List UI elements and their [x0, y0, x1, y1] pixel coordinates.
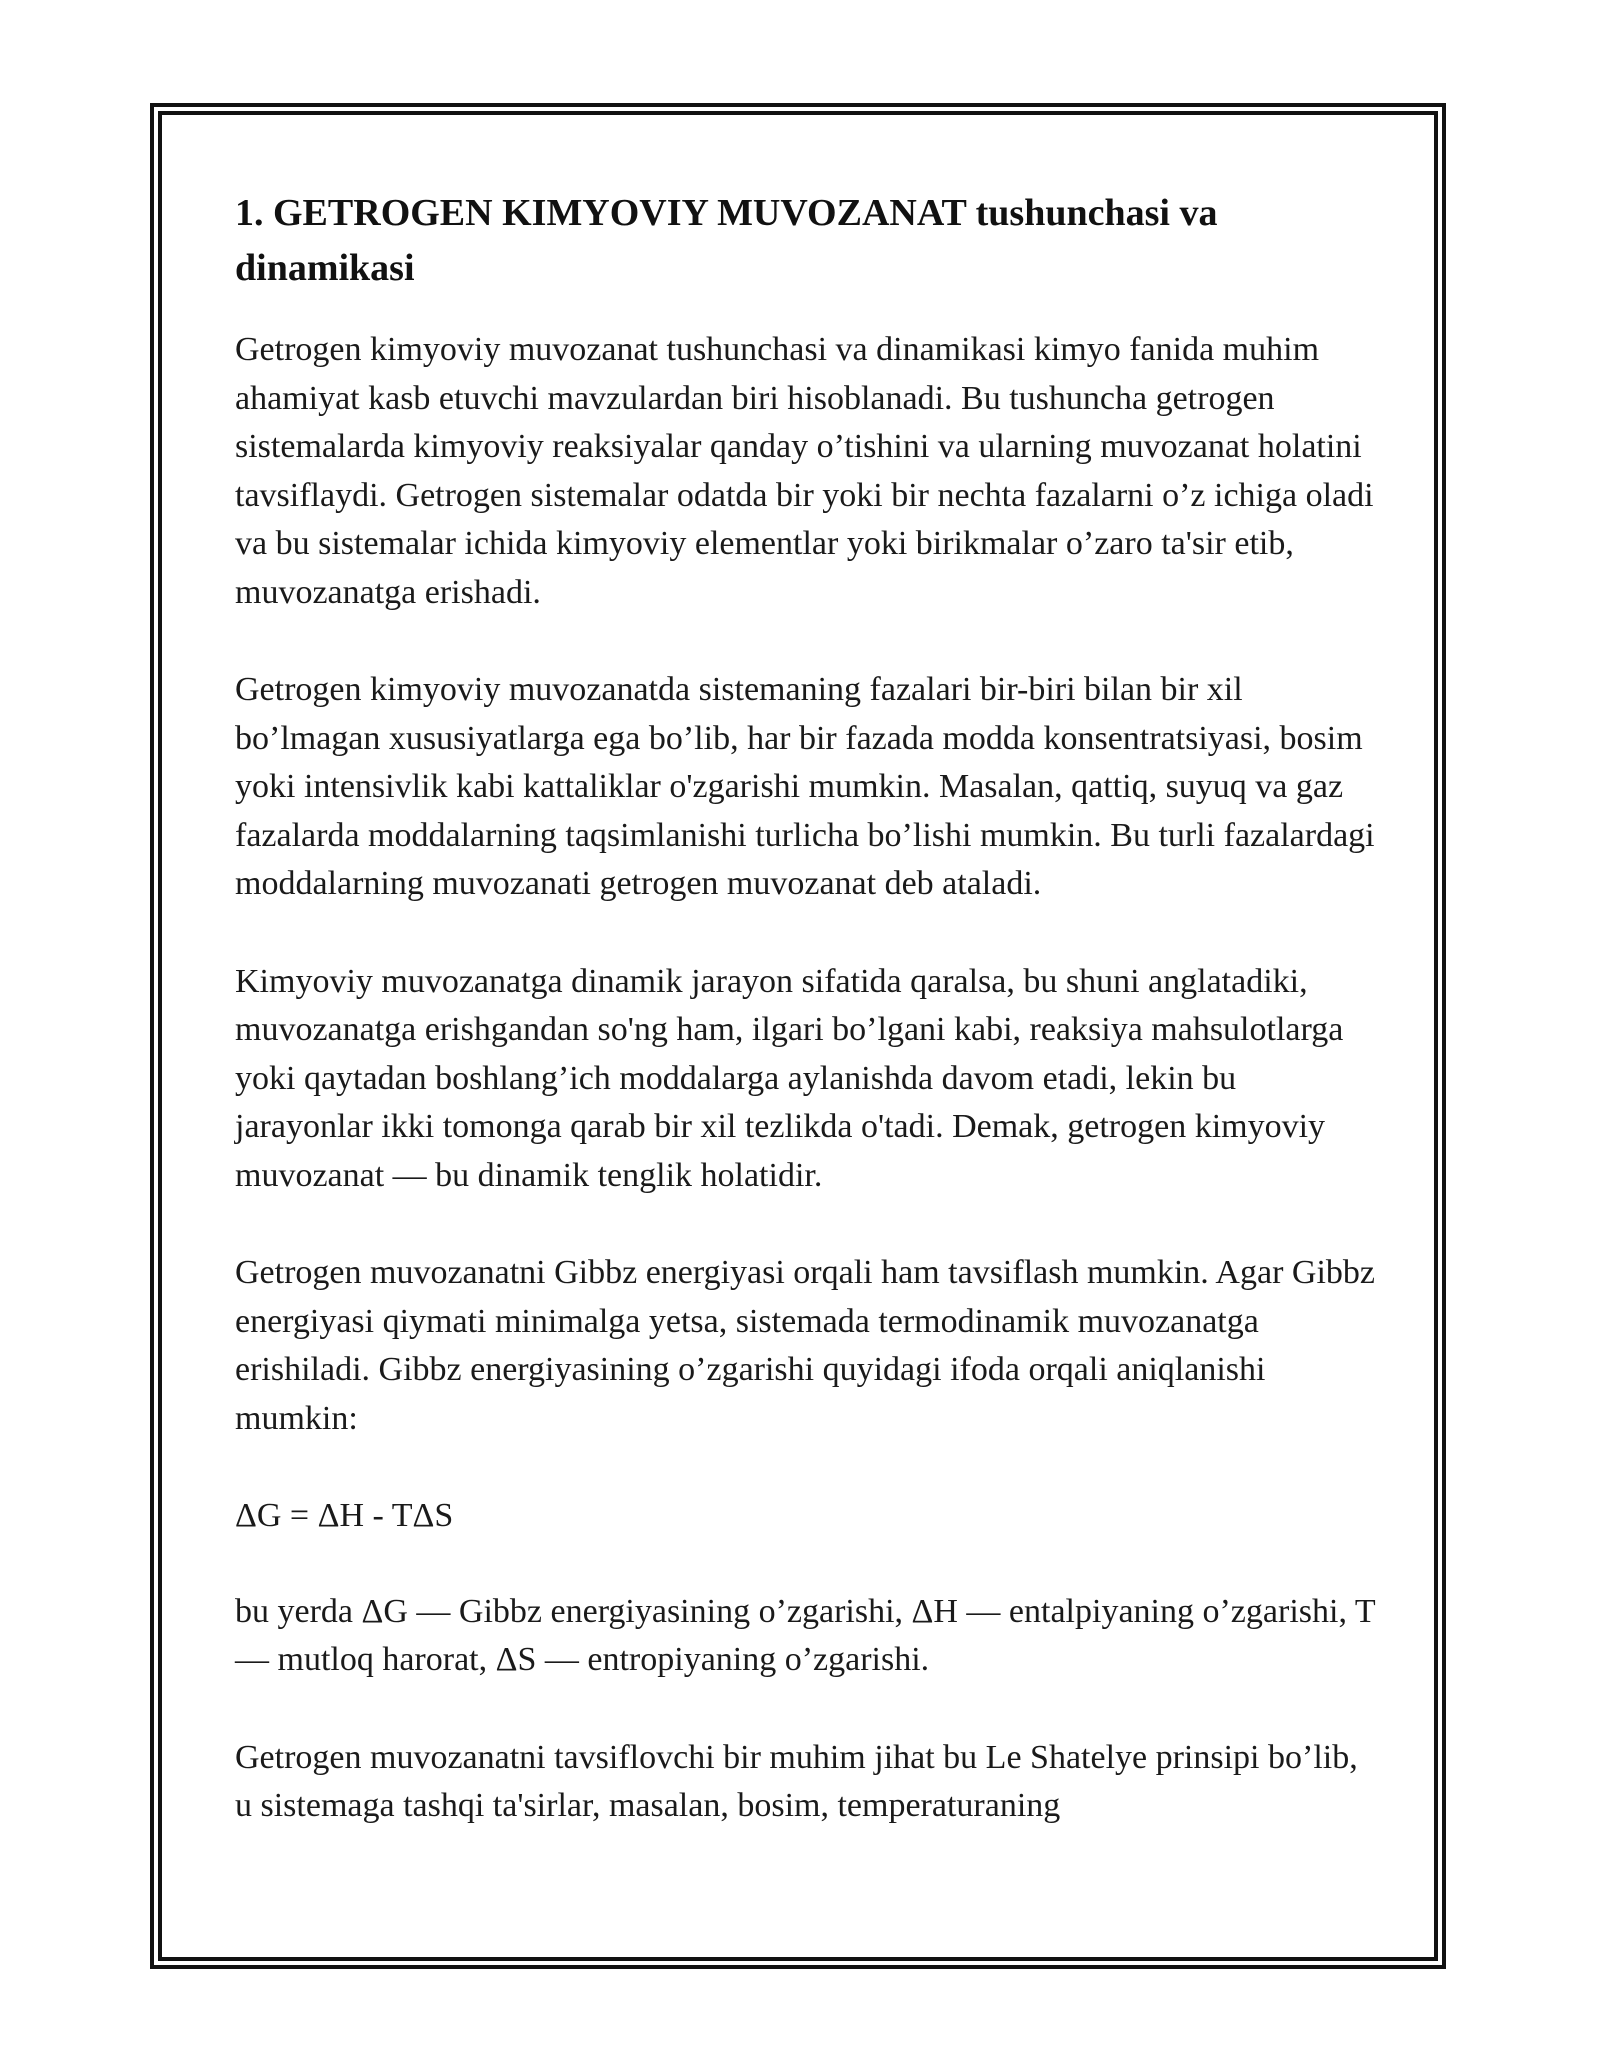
document-body — [235, 186, 1375, 1880]
paragraph-le-chatelier: Getrogen muvozanatni tavsiflovchi bir muhim jihat bu Le Shatelye prinsipi bo’lib, u sistemaga tashqi ta'sirlar, masalan, bosim, temperaturaning — [235, 1738, 1358, 1824]
paragraph-phases: Getrogen kimyoviy muvozanatda sistemaning fazalari bir-biri bilan bir xil bo’lmagan xususiyatlarga ega bo’lib, har bir fazada modda konsentratsiyasi, bosim yoki intensivlik kabi kattaliklar o'zgarishi mumkin. Masalan, qattiq, suyuq va gaz fazalarda moddalarning taqsimlanishi turlicha bo’lishi mumkin. Bu turli fazalardagi moddalarning muvozanati getrogen muvozanat deb ataladi. — [235, 671, 1375, 902]
paragraph-formula-legend: bu yerda ΔG — Gibbz energiyasining o’zgarishi, ΔH — entalpiyaning o’zgarishi, T — mutloq harorat, ΔS — entropiyaning o’zgarishi. — [235, 1592, 1375, 1678]
gibbs-formula: ΔG = ΔH - TΔS — [235, 1497, 454, 1534]
paragraph-intro: Getrogen kimyoviy muvozanat tushunchasi va dinamikasi kimyo fanida muhim ahamiyat kasb etuvchi mavzulardan biri hisoblanadi. Bu tushuncha getrogen sistemalarda kimyoviy reaksiyalar qanday o’tishini va ularning muvozanat holatini tavsiflaydi. Getrogen sistemalar odatda bir yoki bir nechta fazalarni o’z ichiga oladi va bu sistemalar ichida kimyoviy elementlar yoki birikmalar o’zaro ta'sir etib, muvozanatga erishadi. — [235, 331, 1374, 611]
section-heading: 1. GETROGEN KIMYOVIY MUVOZANAT tushunchasi va dinamikasi — [235, 192, 1218, 289]
paragraph-dynamic: Kimyoviy muvozanatga dinamik jarayon sifatida qaralsa, bu shuni anglatadiki, muvozanatga erishgandan so'ng ham, ilgari bo’lgani kabi, reaksiya mahsulotlarga yoki qaytadan boshlang’ich moddalarga aylanishda davom etadi, lekin bu jarayonlar ikki tomonga qarab bir xil tezlikda o'tadi. Demak, getrogen kimyoviy muvozanat — bu dinamik tenglik holatidir. — [235, 962, 1344, 1194]
paragraph-gibbs: Getrogen muvozanatni Gibbz energiyasi orqali ham tavsiflash mumkin. Agar Gibbz energiyasi qiymati minimalga yetsa, sistemada termodinamik muvozanatga erishiladi. Gibbz energiyasining o’zgarishi quyidagi ifoda orqali aniqlanishi mumkin: — [235, 1254, 1375, 1437]
